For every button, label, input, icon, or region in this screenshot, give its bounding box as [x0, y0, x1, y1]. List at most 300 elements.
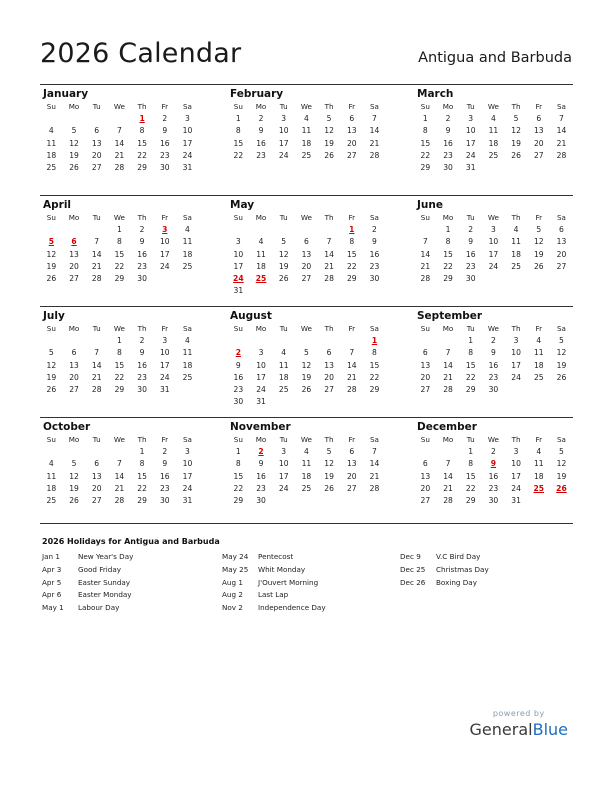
holiday-entry — [222, 603, 326, 616]
month-name: July — [43, 310, 65, 322]
day-cell: 18 — [533, 471, 544, 481]
day-cell: 21 — [91, 372, 102, 382]
day-cell: 5 — [48, 237, 54, 247]
day-cell: 9 — [372, 237, 377, 247]
day-cell: 1 — [422, 114, 428, 123]
empty-day-cell — [295, 224, 318, 236]
day-cell: 20 — [69, 261, 79, 271]
day-cell: 27 — [346, 150, 357, 160]
week-row — [227, 396, 386, 408]
empty-day-cell — [63, 446, 86, 458]
empty-day-cell — [108, 113, 131, 125]
week-row — [40, 384, 199, 396]
day-cell: 6 — [559, 225, 564, 234]
day-cell: 1 — [235, 114, 241, 123]
day-cell: 7 — [116, 459, 122, 469]
day-cell: 19 — [46, 372, 57, 382]
weekday-label: Fr — [348, 213, 356, 222]
day-cell: 13 — [346, 459, 357, 469]
week-row — [40, 347, 199, 359]
holiday-column-1 — [42, 552, 133, 616]
holiday-date: Dec 9 — [400, 552, 421, 561]
day-cell: 5 — [71, 459, 77, 469]
day-cell: 14 — [556, 126, 567, 136]
day-cell: 23 — [465, 261, 476, 271]
weekday-label: We — [300, 213, 312, 222]
empty-day-cell — [318, 335, 341, 347]
day-cell: 25 — [533, 483, 545, 493]
day-cell: 6 — [71, 348, 77, 358]
empty-day-cell — [482, 162, 505, 174]
day-cell: 7 — [326, 237, 332, 247]
day-cell: 28 — [556, 150, 567, 160]
day-cell: 25 — [301, 483, 312, 493]
day-cell: 1 — [349, 225, 355, 234]
day-cell: 15 — [420, 138, 431, 148]
day-cell: 19 — [301, 372, 312, 382]
holiday-name: V.C Bird Day — [436, 552, 481, 561]
week-row — [40, 138, 199, 150]
day-cell: 26 — [533, 261, 544, 271]
week-row — [227, 273, 386, 285]
empty-day-cell — [227, 335, 250, 347]
empty-day-cell — [318, 495, 341, 507]
day-cell: 28 — [369, 150, 380, 160]
day-cell: 26 — [511, 150, 521, 160]
weekday-label: Th — [511, 324, 521, 333]
day-cell: 14 — [369, 126, 380, 136]
day-cell: 26 — [69, 163, 79, 173]
weekday-label: Tu — [466, 435, 475, 444]
month-name: October — [43, 421, 91, 433]
day-cell: 12 — [69, 138, 79, 148]
day-cell: 24 — [278, 483, 289, 493]
day-cell: 26 — [556, 483, 567, 493]
month-name: February — [230, 88, 284, 100]
day-cell: 30 — [443, 163, 453, 173]
day-cell: 19 — [278, 261, 289, 271]
day-cell: 26 — [46, 385, 57, 395]
month-september — [414, 307, 573, 417]
day-cell: 8 — [235, 459, 241, 469]
holiday-date: Dec 26 — [400, 577, 426, 587]
holiday-date: May 1 — [42, 603, 64, 613]
day-cell: 21 — [369, 138, 380, 148]
day-cell: 8 — [468, 459, 474, 469]
empty-day-cell — [40, 224, 63, 236]
day-cell: 7 — [94, 237, 100, 247]
weekday-label: Tu — [92, 213, 101, 222]
day-cell: 10 — [256, 360, 266, 370]
holiday-name: Labour Day — [78, 603, 120, 613]
empty-day-cell — [176, 384, 199, 396]
empty-day-cell — [85, 224, 108, 236]
day-cell: 7 — [372, 447, 377, 456]
day-cell: 31 — [182, 496, 193, 506]
day-cell: 2 — [258, 114, 264, 123]
weekday-label: Su — [420, 435, 430, 444]
weekday-label: Th — [137, 102, 147, 111]
day-cell: 25 — [488, 150, 499, 160]
weekday-label: Mo — [255, 324, 267, 333]
weekday-label: Su — [233, 213, 243, 222]
week-row — [40, 261, 199, 273]
day-cell: 20 — [91, 483, 102, 493]
day-cell: 30 — [159, 496, 170, 506]
weekday-label: Th — [324, 102, 334, 111]
day-cell: 8 — [116, 348, 122, 358]
day-cell: 4 — [258, 237, 264, 247]
holiday-name: Good Friday — [78, 564, 121, 574]
empty-day-cell — [550, 495, 573, 507]
day-cell: 17 — [465, 138, 476, 148]
day-cell: 16 — [256, 138, 266, 148]
holiday-date: Apr 3 — [42, 564, 62, 574]
weekday-label: Th — [511, 102, 521, 111]
day-cell: 3 — [185, 447, 190, 456]
day-cell: 30 — [137, 274, 147, 284]
holiday-name: Pentecost — [258, 552, 294, 561]
day-cell: 28 — [443, 496, 453, 506]
empty-day-cell — [505, 273, 528, 285]
holiday-date: Jan 1 — [42, 552, 60, 561]
day-cell: 7 — [422, 237, 428, 247]
day-cell: 22 — [465, 372, 476, 382]
day-cell: 1 — [371, 336, 378, 345]
day-cell: 30 — [465, 274, 476, 284]
day-cell: 2 — [235, 348, 241, 358]
week-row — [40, 125, 199, 137]
empty-day-cell — [250, 335, 273, 347]
weekday-label: Su — [233, 324, 243, 333]
day-cell: 8 — [116, 237, 122, 247]
day-cell: 11 — [301, 126, 312, 136]
day-cell: 6 — [94, 459, 100, 469]
empty-day-cell — [272, 335, 295, 347]
empty-day-cell — [414, 224, 437, 236]
month-february — [227, 85, 386, 195]
week-row — [227, 384, 386, 396]
day-cell: 19 — [69, 483, 79, 493]
week-row — [414, 384, 573, 396]
empty-day-cell — [63, 335, 86, 347]
holiday-entry — [42, 603, 133, 616]
day-cell: 3 — [513, 336, 519, 345]
day-cell: 20 — [324, 372, 334, 382]
weekday-label: Tu — [466, 102, 475, 111]
week-row — [40, 458, 199, 470]
day-cell: 12 — [533, 237, 544, 247]
holiday-date: Apr 5 — [42, 577, 62, 587]
week-row — [40, 162, 199, 174]
brand-part-blue: Blue — [532, 720, 568, 739]
day-cell: 9 — [235, 360, 241, 370]
holiday-entry — [222, 565, 326, 578]
day-cell: 15 — [369, 360, 380, 370]
weekday-header — [40, 212, 199, 224]
weekday-label: Tu — [279, 213, 288, 222]
day-cell: 17 — [278, 138, 289, 148]
empty-day-cell — [363, 396, 386, 408]
day-cell: 11 — [46, 471, 57, 481]
day-cell: 4 — [536, 336, 542, 345]
week-row — [40, 150, 199, 162]
day-cell: 18 — [511, 249, 521, 259]
holiday-date: May 25 — [222, 564, 249, 574]
day-cell: 21 — [556, 138, 567, 148]
week-row — [414, 162, 573, 174]
day-cell: 12 — [556, 459, 567, 469]
brand-name — [470, 720, 568, 739]
empty-day-cell — [414, 335, 437, 347]
month-april — [40, 196, 199, 306]
day-cell: 9 — [490, 348, 496, 358]
day-cell: 19 — [511, 138, 521, 148]
day-cell: 19 — [556, 471, 567, 481]
holiday-date: May 24 — [222, 552, 249, 561]
day-cell: 17 — [511, 360, 521, 370]
day-cell: 16 — [137, 360, 147, 370]
day-cell: 27 — [556, 261, 567, 271]
week-row — [414, 347, 573, 359]
day-cell: 1 — [445, 225, 451, 234]
day-cell: 7 — [94, 348, 100, 358]
day-cell: 28 — [346, 385, 357, 395]
week-row — [227, 224, 386, 236]
day-cell: 22 — [233, 483, 244, 493]
day-cell: 12 — [324, 459, 334, 469]
day-cell: 7 — [445, 459, 451, 469]
day-cell: 31 — [159, 385, 170, 395]
day-cell: 23 — [256, 150, 266, 160]
day-cell: 26 — [46, 274, 57, 284]
day-cell: 3 — [185, 114, 190, 123]
day-cell: 21 — [114, 483, 125, 493]
day-cell: 28 — [91, 385, 102, 395]
day-cell: 6 — [349, 114, 355, 123]
day-cell: 29 — [369, 385, 380, 395]
day-cell: 29 — [346, 274, 357, 284]
empty-day-cell — [505, 384, 528, 396]
day-cell: 22 — [369, 372, 380, 382]
holiday-name: Easter Monday — [78, 590, 132, 600]
day-cell: 2 — [139, 225, 145, 234]
day-cell: 4 — [490, 114, 496, 123]
day-cell: 21 — [324, 261, 334, 271]
day-cell: 24 — [233, 274, 244, 284]
holiday-name: J'Ouvert Morning — [258, 577, 319, 587]
empty-day-cell — [40, 446, 63, 458]
empty-day-cell — [85, 113, 108, 125]
day-cell: 10 — [465, 126, 476, 136]
week-row — [414, 261, 573, 273]
empty-day-cell — [527, 273, 550, 285]
day-cell: 26 — [301, 385, 312, 395]
week-row — [40, 224, 199, 236]
quarter-row — [40, 417, 573, 528]
week-row — [227, 285, 386, 297]
day-cell: 10 — [159, 237, 170, 247]
day-cell: 24 — [159, 372, 170, 382]
day-cell: 21 — [443, 372, 453, 382]
day-cell: 18 — [182, 249, 193, 259]
weekday-header — [227, 212, 386, 224]
day-cell: 19 — [46, 261, 57, 271]
month-name: August — [230, 310, 272, 322]
day-cell: 5 — [71, 126, 77, 136]
day-cell: 24 — [465, 150, 476, 160]
day-cell: 18 — [278, 372, 289, 382]
weekday-label: We — [487, 213, 499, 222]
weekday-label: Sa — [182, 213, 192, 222]
day-cell: 3 — [513, 447, 519, 456]
day-cell: 30 — [159, 163, 170, 173]
day-cell: 18 — [301, 471, 312, 481]
empty-day-cell — [227, 224, 250, 236]
day-cell: 20 — [346, 471, 357, 481]
day-cell: 24 — [278, 150, 289, 160]
empty-day-cell — [108, 446, 131, 458]
day-cell: 28 — [369, 483, 380, 493]
day-cell: 2 — [468, 225, 474, 234]
holiday-date: Nov 2 — [222, 603, 243, 613]
week-row — [227, 458, 386, 470]
week-row — [414, 335, 573, 347]
day-cell: 22 — [233, 150, 244, 160]
weekday-header — [227, 434, 386, 446]
day-cell: 20 — [301, 261, 312, 271]
day-cell: 6 — [422, 459, 428, 469]
weekday-label: Su — [420, 324, 430, 333]
month-name: January — [43, 88, 89, 100]
empty-day-cell — [272, 396, 295, 408]
month-november — [227, 418, 386, 528]
month-december — [414, 418, 573, 528]
day-cell: 16 — [137, 249, 147, 259]
day-cell: 29 — [137, 163, 147, 173]
day-cell: 1 — [116, 225, 122, 234]
weekday-header — [414, 212, 573, 224]
week-row — [414, 125, 573, 137]
day-cell: 7 — [559, 114, 564, 123]
empty-day-cell — [176, 273, 199, 285]
holiday-name: New Year's Day — [78, 552, 134, 561]
weekday-label: We — [113, 102, 125, 111]
day-cell: 16 — [159, 471, 170, 481]
day-cell: 23 — [159, 483, 170, 493]
day-cell: 13 — [91, 471, 102, 481]
holiday-entry — [222, 590, 326, 603]
day-cell: 16 — [159, 138, 170, 148]
day-cell: 20 — [420, 372, 431, 382]
week-row — [40, 483, 199, 495]
day-cell: 27 — [420, 385, 431, 395]
day-cell: 16 — [443, 138, 453, 148]
day-cell: 9 — [468, 237, 474, 247]
day-cell: 13 — [301, 249, 312, 259]
day-cell: 24 — [488, 261, 499, 271]
week-row — [40, 446, 199, 458]
day-cell: 11 — [182, 237, 193, 247]
weekday-label: We — [300, 102, 312, 111]
weekday-label: Th — [137, 435, 147, 444]
day-cell: 25 — [46, 496, 57, 506]
empty-day-cell — [272, 495, 295, 507]
day-cell: 17 — [159, 249, 170, 259]
empty-day-cell — [272, 224, 295, 236]
day-cell: 25 — [278, 385, 289, 395]
day-cell: 4 — [303, 447, 309, 456]
day-cell: 27 — [420, 496, 431, 506]
day-cell: 20 — [91, 150, 102, 160]
empty-day-cell — [250, 285, 273, 297]
day-cell: 25 — [46, 163, 57, 173]
day-cell: 13 — [420, 471, 431, 481]
week-row — [414, 249, 573, 261]
day-cell: 17 — [182, 138, 193, 148]
day-cell: 12 — [324, 126, 334, 136]
day-cell: 27 — [91, 163, 102, 173]
day-cell: 1 — [468, 447, 474, 456]
day-cell: 24 — [182, 483, 193, 493]
brand-part-general: General — [469, 720, 533, 739]
holiday-entry — [222, 578, 326, 591]
weekday-label: Mo — [255, 213, 267, 222]
day-cell: 18 — [301, 138, 312, 148]
day-cell: 31 — [511, 496, 521, 506]
day-cell: 13 — [69, 360, 79, 370]
holiday-entry — [400, 552, 489, 565]
day-cell: 16 — [488, 360, 499, 370]
weekday-label: Su — [233, 435, 243, 444]
day-cell: 29 — [443, 274, 453, 284]
day-cell: 31 — [256, 397, 266, 407]
day-cell: 27 — [69, 385, 79, 395]
day-cell: 7 — [372, 114, 377, 123]
day-cell: 10 — [511, 459, 521, 469]
generalblue-logo[interactable] — [470, 709, 568, 739]
day-cell: 15 — [137, 138, 147, 148]
day-cell: 25 — [255, 274, 267, 284]
weekday-label: Th — [324, 324, 334, 333]
weekday-label: Sa — [182, 435, 192, 444]
empty-day-cell — [295, 335, 318, 347]
country-name: Antigua and Barbuda — [418, 50, 572, 66]
weekday-header — [40, 101, 199, 113]
month-july — [40, 307, 199, 417]
day-cell: 21 — [369, 471, 380, 481]
day-cell: 8 — [468, 348, 474, 358]
day-cell: 15 — [443, 249, 453, 259]
week-row — [227, 446, 386, 458]
day-cell: 28 — [91, 274, 102, 284]
empty-day-cell — [550, 162, 573, 174]
day-cell: 6 — [349, 447, 355, 456]
weekday-label: Th — [137, 324, 147, 333]
weekday-label: Fr — [348, 102, 356, 111]
day-cell: 26 — [69, 496, 79, 506]
weekday-label: Su — [46, 102, 56, 111]
weekday-label: Sa — [556, 102, 566, 111]
weekday-label: Tu — [279, 324, 288, 333]
day-cell: 21 — [443, 483, 453, 493]
day-cell: 1 — [235, 447, 241, 456]
day-cell: 10 — [182, 459, 193, 469]
day-cell: 10 — [159, 348, 170, 358]
day-cell: 18 — [256, 261, 266, 271]
empty-day-cell — [250, 224, 273, 236]
week-row — [227, 125, 386, 137]
